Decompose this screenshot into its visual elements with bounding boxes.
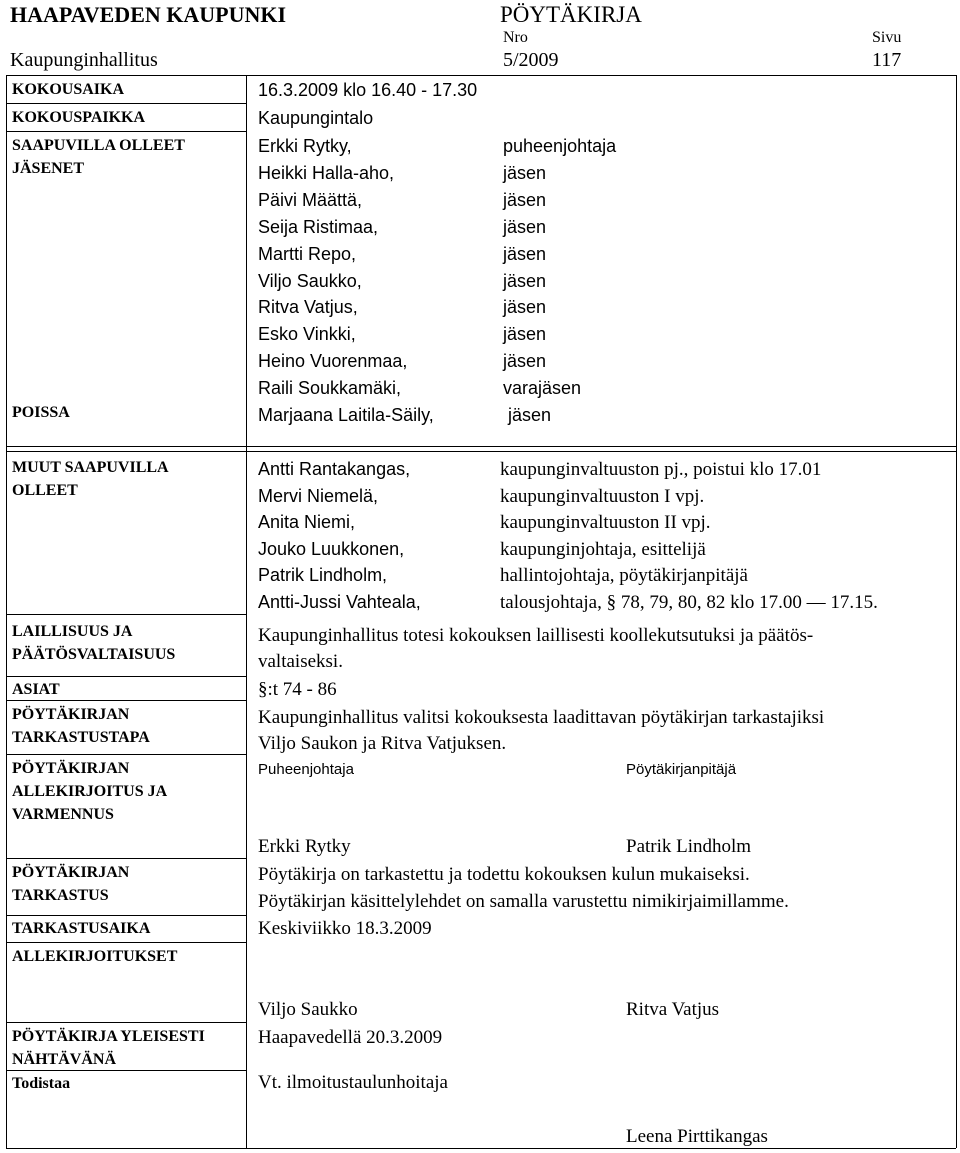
nro-label: Nro bbox=[503, 29, 528, 46]
present-member-name: Päivi Määttä, bbox=[258, 189, 363, 210]
rule bbox=[6, 915, 246, 916]
rule bbox=[956, 75, 957, 1148]
rule bbox=[6, 1022, 246, 1023]
other-attendee-role: kaupunginvaltuuston pj., poistui klo 17.01 bbox=[500, 459, 822, 480]
absent-role: jäsen bbox=[508, 405, 552, 425]
other-attendee-name: Patrik Lindholm, bbox=[258, 565, 388, 586]
allekirjoitus-label-2: ALLEKIRJOITUS JA bbox=[12, 783, 168, 800]
todistaa-label: Todistaa bbox=[12, 1075, 71, 1092]
absent-name: Marjaana Laitila-Säily, bbox=[258, 405, 434, 425]
rule bbox=[6, 103, 246, 104]
tarkastustapa-text-1: Kaupunginhallitus valitsi kokouksesta laadittavan pöytäkirjan tarkastajiksi bbox=[258, 707, 825, 728]
tarkastus-label-2: TARKASTUS bbox=[12, 887, 109, 904]
tarkastus-text-1: Pöytäkirja on tarkastettu ja todettu kokouksen kulun mukaiseksi. bbox=[258, 864, 750, 885]
present-member-role: jäsen bbox=[503, 324, 547, 345]
chair-role: Puheenjohtaja bbox=[258, 761, 354, 778]
others-label-1: MUUT SAAPUVILLA bbox=[12, 459, 169, 476]
rule bbox=[6, 75, 956, 76]
tarkastustapa-label-1: PÖYTÄKIRJAN bbox=[12, 706, 130, 723]
nahtavana-label-2: NÄHTÄVÄNÄ bbox=[12, 1051, 116, 1068]
present-member-name: Martti Repo, bbox=[258, 243, 357, 264]
allekirjoitus-label-1: PÖYTÄKIRJAN bbox=[12, 760, 130, 777]
doc-type: PÖYTÄKIRJA bbox=[500, 2, 642, 27]
other-attendee-role: kaupunginvaltuuston II vpj. bbox=[500, 512, 711, 534]
asiat-label: ASIAT bbox=[12, 681, 60, 698]
rule bbox=[6, 131, 246, 132]
rule bbox=[6, 942, 246, 943]
rule bbox=[6, 446, 956, 447]
other-attendee-name: Anita Niemi, bbox=[258, 512, 356, 533]
other-attendee-name: Jouko Luukkonen, bbox=[258, 538, 405, 559]
laillisuus-text-1: Kaupunginhallitus totesi kokouksen laillisesti koollekutsutuksi ja päätös- bbox=[258, 625, 814, 646]
allekirjoitukset-label: ALLEKIRJOITUKSET bbox=[12, 948, 178, 965]
rule bbox=[6, 676, 246, 677]
present-member-role: jäsen bbox=[503, 216, 547, 237]
absent-label: POISSA bbox=[12, 404, 70, 421]
secretary-role: Pöytäkirjanpitäjä bbox=[626, 761, 737, 778]
other-attendee-role: kaupunginvaltuuston I vpj. bbox=[500, 485, 705, 507]
todistaa-value: Vt. ilmoitustaulunhoitaja bbox=[258, 1072, 448, 1093]
present-member-role: jäsen bbox=[503, 351, 547, 372]
tarkastusaika-value: Keskiviikko 18.3.2009 bbox=[258, 918, 432, 939]
checker-name-1: Viljo Saukko bbox=[258, 999, 358, 1020]
asiat-value: §:t 74 - 86 bbox=[258, 679, 337, 700]
kokouspaikka-value: Kaupungintalo bbox=[258, 108, 374, 128]
laillisuus-label-1: LAILLISUUS JA bbox=[12, 623, 133, 640]
other-attendee-role: talousjohtaja, § 78, 79, 80, 82 klo 17.00 — 17.15. bbox=[500, 592, 878, 613]
present-member-name: Raili Soukkamäki, bbox=[258, 378, 402, 399]
body-name: Kaupunginhallitus bbox=[10, 49, 158, 71]
org-name: HAAPAVEDEN KAUPUNKI bbox=[10, 2, 287, 27]
present-label-2: JÄSENET bbox=[12, 160, 85, 177]
tarkastus-text-2: Pöytäkirjan käsittelylehdet on samalla varustettu nimikirjaimillamme. bbox=[258, 891, 789, 912]
chair-name: Erkki Rytky bbox=[258, 836, 351, 857]
others-label-2: OLLEET bbox=[12, 482, 78, 499]
other-attendee-role: hallintojohtaja, pöytäkirjanpitäjä bbox=[500, 565, 748, 587]
other-attendee-name: Antti-Jussi Vahteala, bbox=[258, 592, 421, 612]
present-member-name: Ritva Vatjus, bbox=[258, 297, 358, 318]
present-member-role: puheenjohtaja bbox=[503, 136, 617, 156]
present-member-role: jäsen bbox=[503, 189, 547, 210]
kokousaika-value: 16.3.2009 klo 16.40 - 17.30 bbox=[258, 80, 478, 100]
allekirjoitus-label-3: VARMENNUS bbox=[12, 806, 114, 823]
rule bbox=[6, 451, 956, 452]
present-label-1: SAAPUVILLA OLLEET bbox=[12, 137, 185, 154]
rule bbox=[6, 1148, 956, 1149]
other-attendee-name: Mervi Niemelä, bbox=[258, 485, 379, 506]
rule bbox=[246, 75, 247, 1148]
other-attendee-role: kaupunginjohtaja, esittelijä bbox=[500, 538, 706, 560]
present-member-name: Heikki Halla-aho, bbox=[258, 162, 395, 183]
kokouspaikka-label: KOKOUSPAIKKA bbox=[12, 109, 146, 126]
rule bbox=[6, 75, 7, 1148]
present-member-role: jäsen bbox=[503, 243, 547, 264]
present-member-role: jäsen bbox=[503, 270, 547, 291]
present-member-name: Seija Ristimaa, bbox=[258, 216, 379, 237]
other-attendee-name: Antti Rantakangas, bbox=[258, 459, 411, 479]
laillisuus-label-2: PÄÄTÖSVALTAISUUS bbox=[12, 646, 176, 663]
checker-name-2: Ritva Vatjus bbox=[626, 999, 720, 1020]
laillisuus-text-2: valtaiseksi. bbox=[258, 651, 343, 672]
tarkastus-label-1: PÖYTÄKIRJAN bbox=[12, 864, 130, 881]
present-member-role: jäsen bbox=[503, 297, 547, 318]
todistaa-signer: Leena Pirttikangas bbox=[626, 1126, 768, 1147]
present-member-role: varajäsen bbox=[503, 378, 582, 399]
sivu-label: Sivu bbox=[872, 29, 902, 46]
meeting-number: 5/2009 bbox=[503, 49, 559, 71]
present-member-name: Viljo Saukko, bbox=[258, 270, 362, 291]
rule bbox=[6, 754, 246, 755]
present-member-name: Esko Vinkki, bbox=[258, 324, 356, 345]
kokousaika-label: KOKOUSAIKA bbox=[12, 81, 125, 98]
page-number: 117 bbox=[872, 49, 902, 71]
tarkastustapa-text-2: Viljo Saukon ja Ritva Vatjuksen. bbox=[258, 733, 507, 754]
present-member-name: Erkki Rytky, bbox=[258, 136, 352, 156]
tarkastustapa-label-2: TARKASTUSTAPA bbox=[12, 729, 150, 746]
rule bbox=[6, 858, 246, 859]
tarkastusaika-label: TARKASTUSAIKA bbox=[12, 920, 151, 937]
present-member-role: jäsen bbox=[503, 162, 547, 183]
secretary-name: Patrik Lindholm bbox=[626, 836, 752, 857]
rule bbox=[6, 614, 246, 615]
present-member-name: Heino Vuorenmaa, bbox=[258, 351, 408, 372]
nahtavana-label-1: PÖYTÄKIRJA YLEISESTI bbox=[12, 1028, 205, 1045]
nahtavana-value: Haapavedellä 20.3.2009 bbox=[258, 1027, 443, 1048]
